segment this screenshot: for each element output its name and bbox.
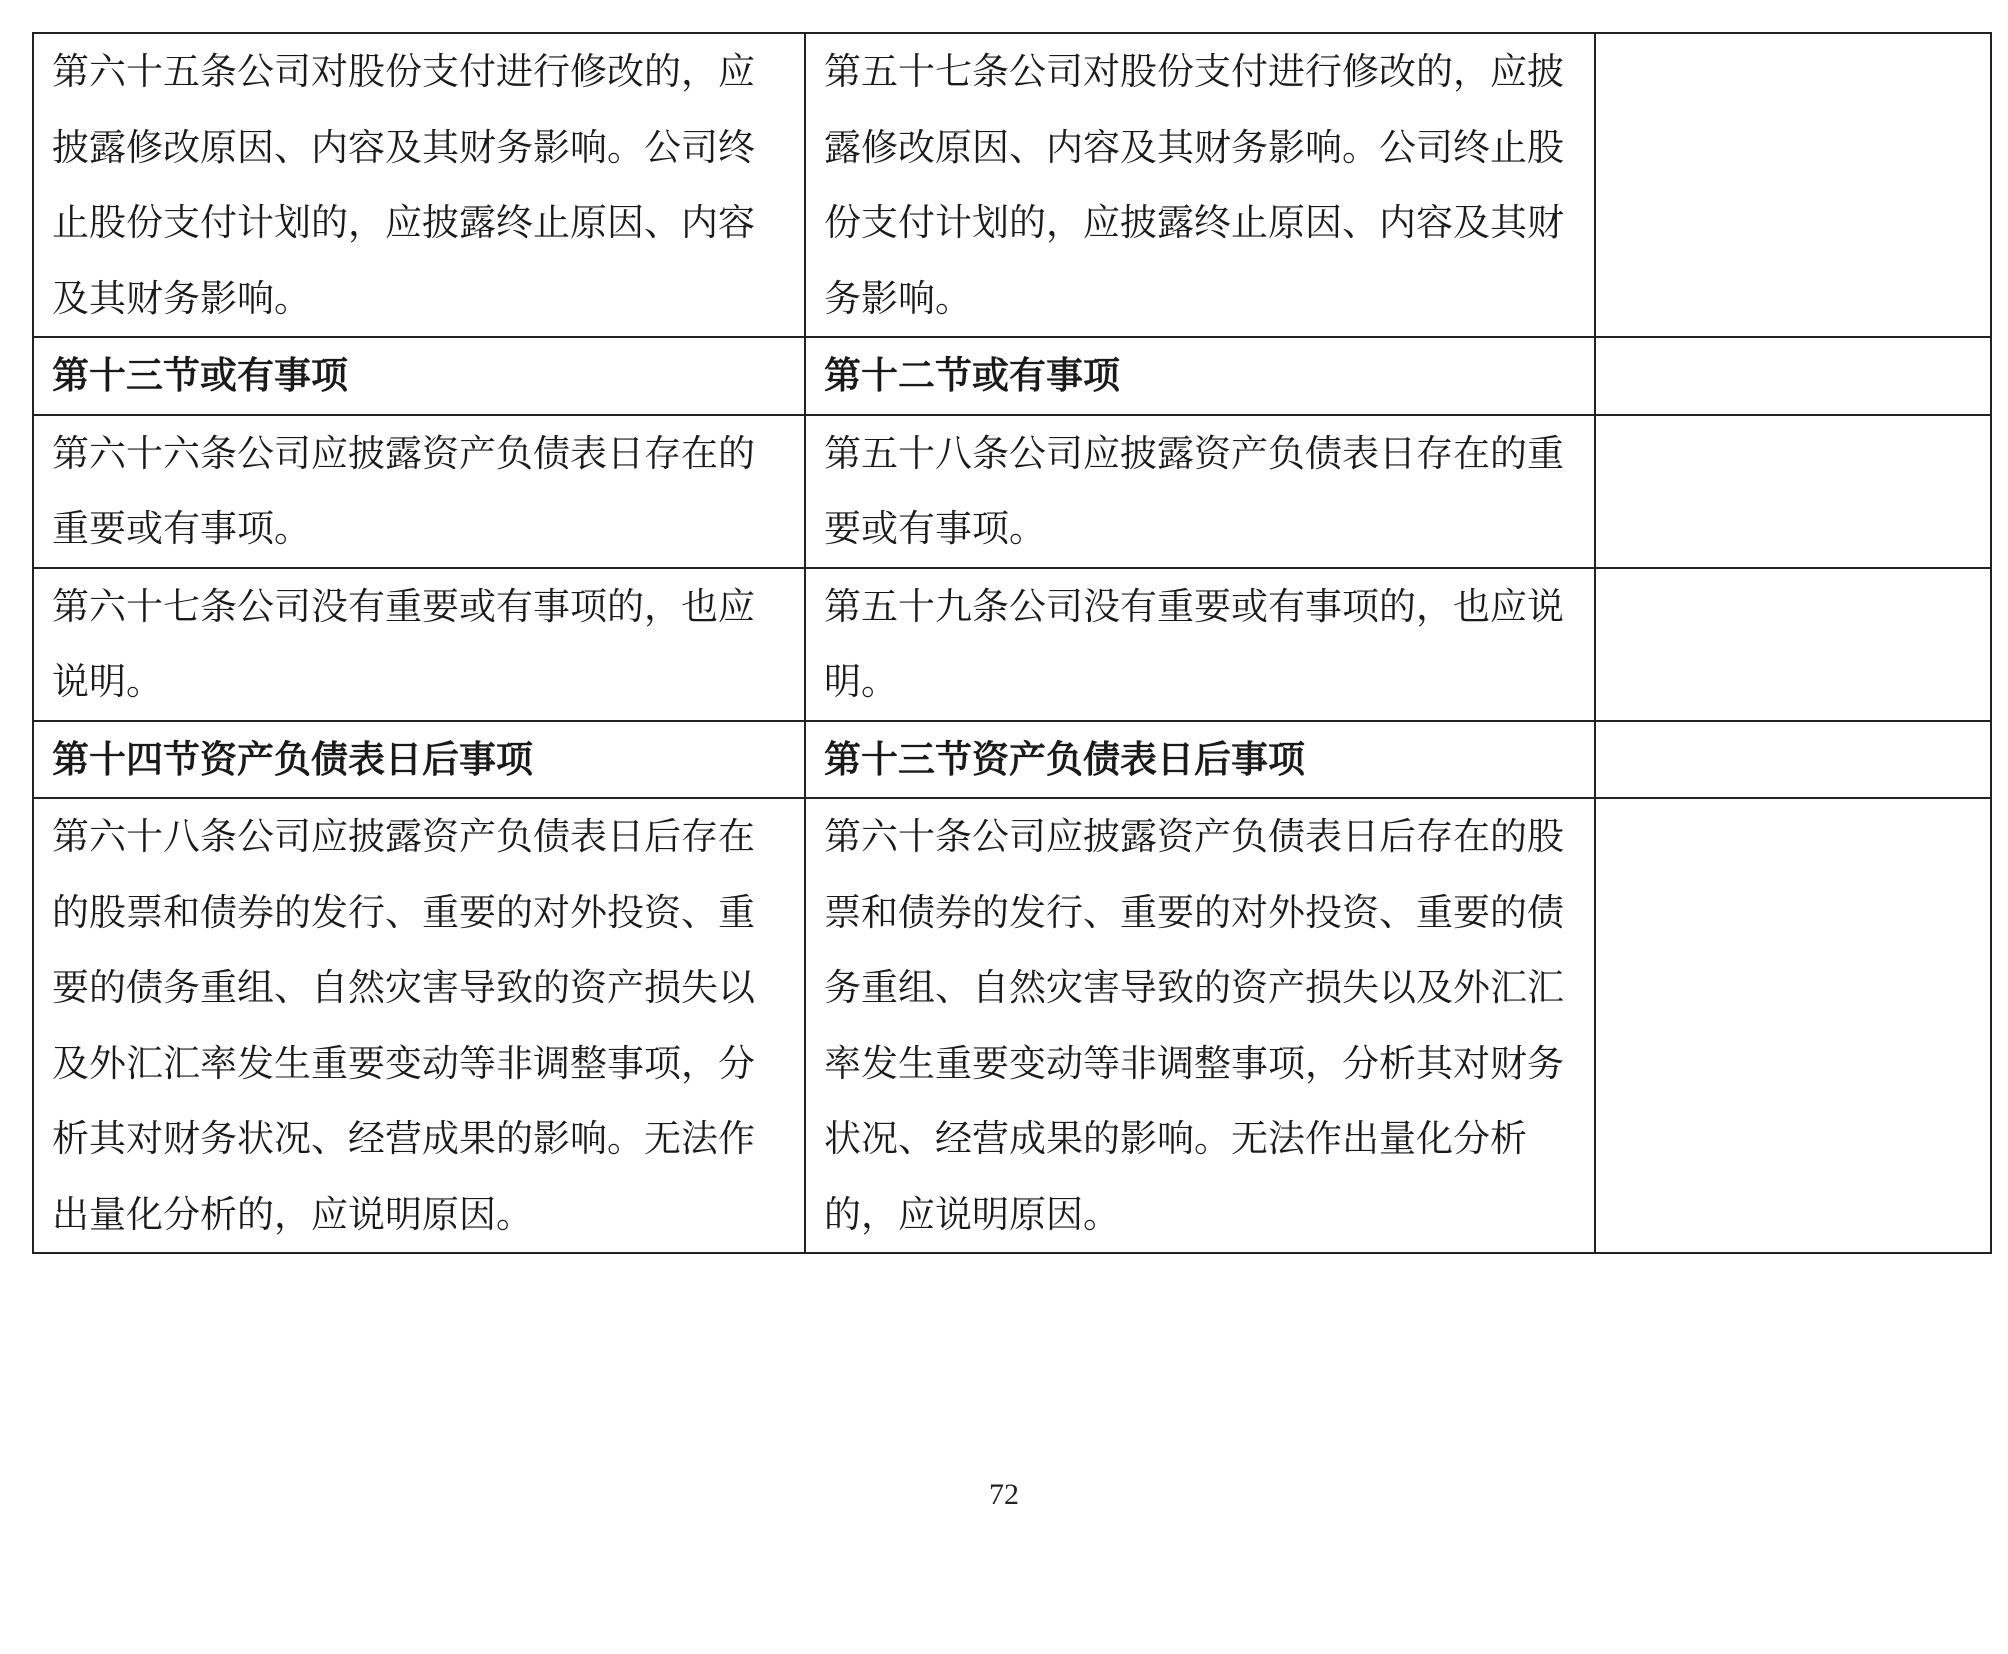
note-cell xyxy=(1595,798,1991,1253)
revised-section-heading: 第十二节或有事项 xyxy=(805,337,1595,415)
table-row xyxy=(33,415,1991,568)
note-cell xyxy=(1595,721,1991,799)
revised-section-heading: 第十三节资产负债表日后事项 xyxy=(805,721,1595,799)
note-cell xyxy=(1595,337,1991,415)
note-cell xyxy=(1595,568,1991,721)
table-row xyxy=(33,33,1991,337)
comparison-table xyxy=(32,32,1992,1254)
page-number: 72 xyxy=(989,1478,1019,1511)
note-cell xyxy=(1595,33,1991,337)
note-cell xyxy=(1595,415,1991,568)
original-text-cell: 第六十五条公司对股份支付进行修改的，应披露修改原因、内容及其财务影响。公司终止股份支付计划的，应披露终止原因、内容及其财务影响。 xyxy=(33,33,805,337)
table-row xyxy=(33,798,1991,1253)
original-text-cell: 第六十七条公司没有重要或有事项的，也应说明。 xyxy=(33,568,805,721)
original-section-heading: 第十四节资产负债表日后事项 xyxy=(33,721,805,799)
revised-text-cell: 第五十七条公司对股份支付进行修改的，应披露修改原因、内容及其财务影响。公司终止股份支付计划的，应披露终止原因、内容及其财务影响。 xyxy=(805,33,1595,337)
revised-text-cell: 第五十九条公司没有重要或有事项的，也应说明。 xyxy=(805,568,1595,721)
original-section-heading: 第十三节或有事项 xyxy=(33,337,805,415)
section-heading-row xyxy=(33,337,1991,415)
original-text-cell: 第六十六条公司应披露资产负债表日存在的重要或有事项。 xyxy=(33,415,805,568)
revised-text-cell: 第六十条公司应披露资产负债表日后存在的股票和债券的发行、重要的对外投资、重要的债务重组、自然灾害导致的资产损失以及外汇汇率发生重要变动等非调整事项，分析其对财务状况、经营成果的影响。无法作出量化分析的，应说明原因。 xyxy=(805,798,1595,1253)
original-text-cell: 第六十八条公司应披露资产负债表日后存在的股票和债券的发行、重要的对外投资、重要的债务重组、自然灾害导致的资产损失以及外汇汇率发生重要变动等非调整事项，分析其对财务状况、经营成果的影响。无法作出量化分析的，应说明原因。 xyxy=(33,798,805,1253)
section-heading-row xyxy=(33,721,1991,799)
revised-text-cell: 第五十八条公司应披露资产负债表日存在的重要或有事项。 xyxy=(805,415,1595,568)
table-row xyxy=(33,568,1991,721)
